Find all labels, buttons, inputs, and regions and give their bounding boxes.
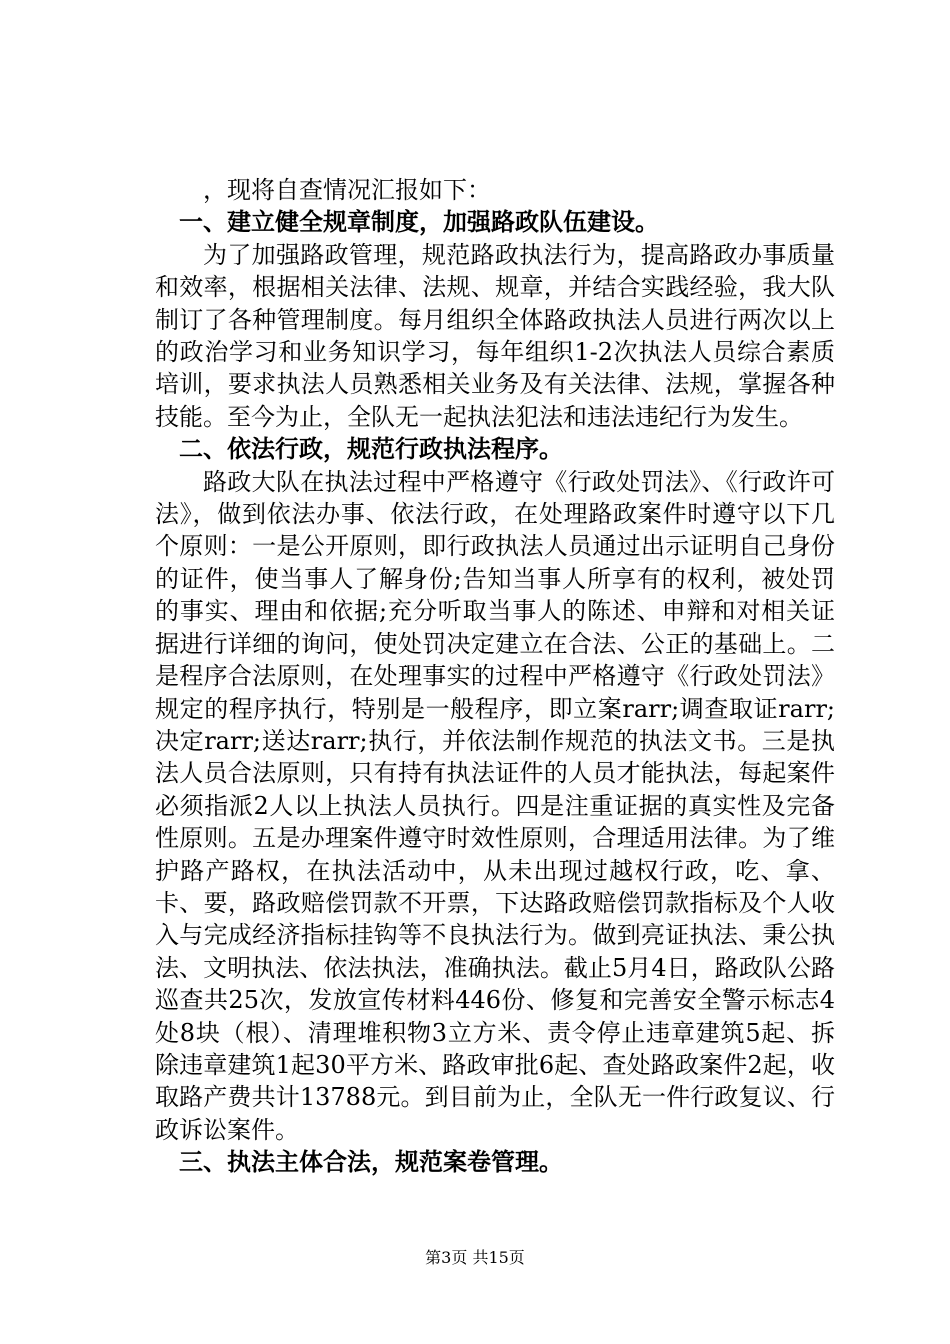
page-number-footer: 第3页 共15页 [425, 1248, 525, 1267]
section-paragraph-2: 路政大队在执法过程中严格遵守《行政处罚法》、《行政许可法》，做到依法办事、依法行政，在处理路政案件时遵守以下几个原则：一是公开原则，即行政执法人员通过出示证明自己身份的证件，使当事人了解身份;告知当事人所享有的权利，被处罚的事实、理由和依据;充分听取当事人的陈述、申辩和对相关证据进行详细的询问，使处罚决定建立在合法、公正的基础上。二是程序合法原则，在处理事实的过程中严格遵守《行政处罚法》规定的程序执行，特别是一般程序，即立案rarr;调查取证rarr;决定rarr;送达rarr;执行，并依法制作规范的执法文书。三是执法人员合法原则，只有持有执法证件的人员才能执法，每起案件必须指派2人以上执法人员执行。四是注重证据的真实性及完备性原则。五是办理案件遵守时效性原则，合理适用法律。为了维护路产路权，在执法活动中，从未出现过越权行政，吃、拿、卡、要，路政赔偿罚款不开票，下达路政赔偿罚款指标及个人收入与完成经济指标挂钩等不良执法行为。做到亮证执法、秉公执法、文明执法、依法执法，准确执法。截止5月4日，路政队公路巡查共25次，发放宣传材料446份、修复和完善安全警示标志4处8块（根）、清理堆积物3立方米、责令停止违章建筑5起、拆除违章建筑1起30平方米、路政审批6起、查处路政案件2起，收取路产费共计13788元。到目前为止，全队无一件行政复议、行政诉讼案件。 [155, 467, 835, 1144]
section-heading-2: 二、依法行政，规范行政执法程序。 [179, 435, 563, 464]
section-heading-1: 一、建立健全规章制度，加强路政队伍建设。 [179, 208, 659, 237]
intro-line: ，现将自查情况汇报如下： [203, 176, 491, 204]
document-body [155, 174, 835, 1179]
section-heading-3: 三、执法主体合法，规范案卷管理。 [179, 1148, 563, 1177]
section-paragraph-1: 为了加强路政管理，规范路政执法行为，提高路政办事质量和效率，根据相关法律、法规、规章，并结合实践经验，我大队制订了各种管理制度。每月组织全体路政执法人员进行两次以上的政治学习和业务知识学习，每年组织1-2次执法人员综合素质培训，要求执法人员熟悉相关业务及有关法律、法规，掌握各种技能。至今为止，全队无一起执法犯法和违法违纪行为发生。 [155, 240, 835, 431]
